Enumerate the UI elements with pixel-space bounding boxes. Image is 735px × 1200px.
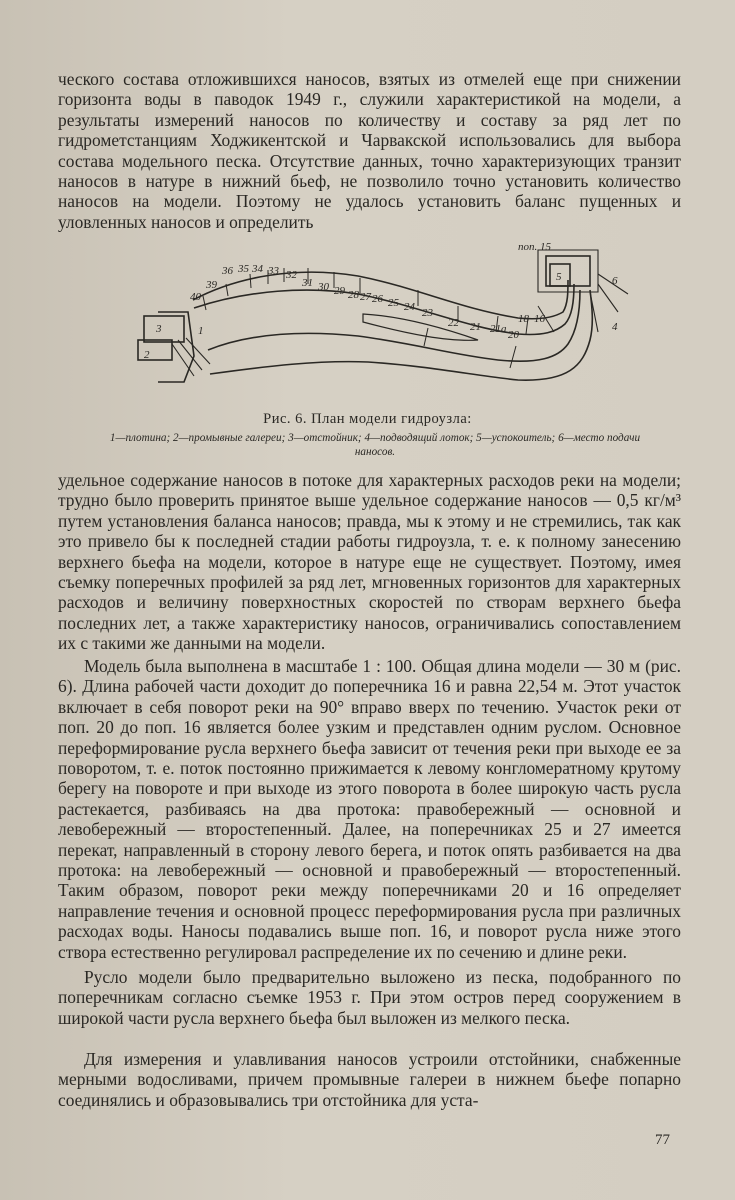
section-label: 34 bbox=[252, 263, 263, 275]
paragraph: удельное содержание наносов в потоке для характерных расходов реки на модели; трудно было проверить принятое выше удельное содержание наносов — 0,5 кг/м³ путем установления баланса наносов; правда, мы к этому и не стремились, так как это привело бы к последней стадии работы гидроузла, т. е. к полному занесению верхнего бьефа на модели, которое в натуре еще не существует. Поэтому, имея съемку поперечных профилей за ряд лет, мгновенных горизонтов для характерных расходов и величину поверхностных скоростей по створам верхнего бьефа последних лет, а также характеристику наносов, ограничивались сопоставлением их с такими же данными на модели. bbox=[58, 470, 681, 654]
paragraph: Русло модели было предварительно выложено из песка, подобранного по поперечникам согласно съемке 1953 г. При этом остров перед сооружением в широкой части русла верхнего бьефа был выложен из мелкого песка. bbox=[58, 967, 681, 1028]
section-label: 22 bbox=[448, 317, 459, 329]
part-label: 3 bbox=[156, 323, 162, 335]
part-label: 5 bbox=[556, 271, 562, 283]
part-label: 2 bbox=[144, 349, 150, 361]
section-label: 18 bbox=[518, 313, 529, 325]
part-label: 4 bbox=[612, 321, 618, 333]
section-label: 28 bbox=[348, 289, 359, 301]
section-label: 27 bbox=[360, 291, 371, 303]
section-label: 24 bbox=[404, 301, 415, 313]
section-label: 32 bbox=[286, 269, 297, 281]
section-label: 16 bbox=[534, 313, 545, 325]
section-label: 25 bbox=[388, 297, 399, 309]
section-label: 36 bbox=[222, 265, 233, 277]
figure-caption-legend: 1—плотина; 2—промывные галереи; 3—отстойник; 4—подводящий лоток; 5—успокоитель; 6—место подачи наносов. bbox=[109, 432, 641, 458]
section-label: 33 bbox=[268, 265, 279, 277]
section-label: 29 bbox=[334, 285, 345, 297]
paragraph: Модель была выполнена в масштабе 1 : 100. Общая длина модели — 30 м (рис. 6). Длина рабочей части доходит до поперечника 16 и равна 22,54 м. Этот участок включает в себя поворот реки на 90° вправо вверх по течению. Участок реки от поп. 20 до поп. 16 является более узким и представлен одним руслом. Основное переформирование русла верхнего бьефа зависит от течения реки при выходе ее за поворотом, т. е. поток постоянно прижимается к левому конгломератному крутому берегу на повороте и при выходе из этого поворота в более широкую часть русла растекается, разбиваясь на два протока: правобережный — основной и левобережный — второстепенный. Далее, на поперечниках 25 и 27 имеется перекат, направленный в сторону левого берега, и поток опять разбивается на два протока: на левобережный — основной и правобережный — второстепенный. Таким образом, поворот реки между поперечниками 20 и 16 определяет направление течения и основной процесс переформирования русла при различных расходах воды. Наносы подавались выше поп. 16, и поворот русла ниже этого створа естественно регулировал распределение их по сечению и длине реки. bbox=[58, 656, 681, 962]
section-label: 39 bbox=[206, 279, 217, 291]
section-label: 35 bbox=[238, 263, 249, 275]
section-label: 40 bbox=[190, 291, 201, 303]
section-label: 31 bbox=[302, 277, 313, 289]
section-label: 20 bbox=[508, 329, 519, 341]
part-label: 1 bbox=[198, 325, 204, 337]
section-label: 26 bbox=[372, 293, 383, 305]
section-label: 23 bbox=[422, 307, 433, 319]
figure-top-label: поп. 15 bbox=[518, 241, 551, 253]
model-plan-figure bbox=[98, 236, 658, 406]
page-number: 77 bbox=[655, 1132, 670, 1148]
section-label: 30 bbox=[318, 281, 329, 293]
part-label: 6 bbox=[612, 275, 618, 287]
paragraph: ческого состава отложившихся наносов, взятых из отмелей еще при снижении горизонта воды в паводок 1949 г., служили характеристикой на модели, а результаты измерений наносов по количеству и составу за ряд лет по гидрометстанциям Ходжикентской и Чарвакской использовались для выбора состава модельного песка. Отсутствие данных, точно характеризующих транзит наносов в натуре в нижний бьеф, не позволило точно установить количество наносов на модели. Поэтому не удалось установить баланс пущенных и уловленных наносов и определить bbox=[58, 69, 681, 232]
figure-caption-title: Рис. 6. План модели гидроузла: bbox=[263, 411, 472, 427]
paragraph: Для измерения и улавливания наносов устроили отстойники, снабженные мерными водосливами, причем промывные галереи в нижнем бьефе попарно соединялись и образовывались три отстойника для уста- bbox=[58, 1049, 681, 1110]
section-label: 21 bbox=[470, 321, 481, 333]
section-label: 21а bbox=[490, 323, 507, 335]
